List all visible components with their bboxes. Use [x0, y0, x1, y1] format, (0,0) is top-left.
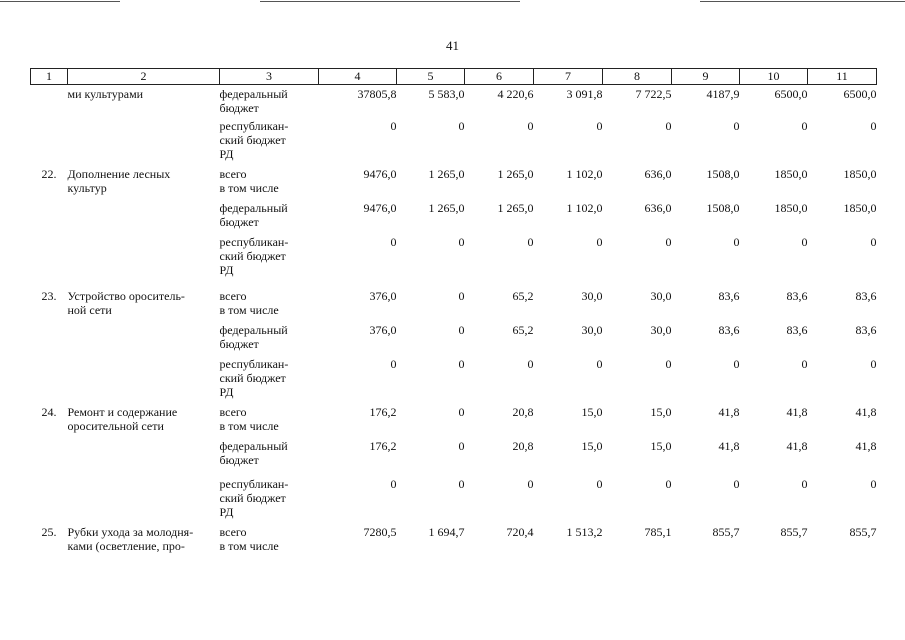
value-cell-col-11: 1850,0: [843, 200, 877, 215]
value-cell-col-7: 0: [596, 476, 603, 491]
row-number: 24.: [41, 404, 57, 419]
value-cell-col-11: 0: [870, 234, 877, 249]
value-cell-col-6: 65,2: [512, 322, 534, 337]
value-cell-col-8: 785,1: [644, 524, 672, 539]
value-cell-col-5: 0: [458, 404, 465, 419]
value-cell-col-11: 855,7: [849, 524, 877, 539]
activity-name: [68, 235, 220, 289]
value-cell-col-4: 0: [390, 356, 397, 371]
value-cell-col-8: 636,0: [644, 200, 672, 215]
value-cell-col-7: 0: [596, 356, 603, 371]
col-header-1: 1: [31, 69, 68, 85]
value-cell-col-5: 1 265,0: [428, 166, 465, 181]
col-header-6: 6: [465, 69, 534, 85]
value-cell-col-10: 6500,0: [774, 87, 808, 101]
col-header-8: 8: [603, 69, 672, 85]
value-cell-col-7: 0: [596, 118, 603, 133]
funding-source: всего в том числе: [219, 404, 279, 433]
row-number: [31, 477, 68, 525]
value-cell-col-9: 0: [733, 234, 740, 249]
row-number: [31, 119, 68, 167]
activity-name: [68, 357, 220, 405]
value-cell-col-10: 83,6: [786, 288, 808, 303]
value-cell-col-4: 37805,8: [357, 87, 397, 101]
value-cell-col-9: 41,8: [718, 438, 740, 453]
value-cell-col-4: 176,2: [369, 404, 397, 419]
value-cell-col-6: 65,2: [512, 288, 534, 303]
value-cell-col-11: 41,8: [855, 404, 877, 419]
row-number: [31, 235, 68, 289]
table-row: [31, 167, 877, 201]
value-cell-col-10: 1850,0: [774, 166, 808, 181]
funding-source: всего в том числе: [219, 166, 279, 195]
funding-source: федеральный бюджет: [219, 322, 288, 351]
value-cell-col-9: 0: [733, 118, 740, 133]
value-cell-col-10: 0: [801, 476, 808, 491]
value-cell-col-8: 15,0: [650, 404, 672, 419]
value-cell-col-11: 0: [870, 476, 877, 491]
value-cell-col-6: 1 265,0: [497, 166, 534, 181]
value-cell-col-8: 30,0: [650, 288, 672, 303]
value-cell-col-11: 83,6: [855, 322, 877, 337]
table-row: [31, 357, 877, 405]
value-cell-col-8: 15,0: [650, 438, 672, 453]
activity-name: Устройство ороситель- ной сети: [67, 288, 185, 317]
activity-name: [68, 119, 220, 167]
value-cell-col-11: 41,8: [855, 438, 877, 453]
funding-source: федеральный бюджет: [219, 87, 288, 115]
value-cell-col-5: 0: [458, 438, 465, 453]
value-cell-col-10: 41,8: [786, 438, 808, 453]
funding-source: всего в том числе: [219, 288, 279, 317]
activity-name: [68, 439, 220, 477]
table-row: [31, 289, 877, 323]
table-row: [31, 119, 877, 167]
scan-edge-line-mid: [260, 1, 520, 2]
table-row: [31, 235, 877, 289]
value-cell-col-10: 41,8: [786, 404, 808, 419]
value-cell-col-4: 7280,5: [363, 524, 397, 539]
col-header-11: 11: [808, 69, 877, 85]
value-cell-col-7: 1 513,2: [566, 524, 603, 539]
table-row: [31, 201, 877, 235]
value-cell-col-7: 1 102,0: [566, 166, 603, 181]
value-cell-col-11: 83,6: [855, 288, 877, 303]
value-cell-col-9: 4187,9: [706, 87, 740, 101]
funding-source: всего в том числе: [219, 524, 279, 553]
column-number-header: [31, 69, 877, 85]
value-cell-col-5: 0: [458, 234, 465, 249]
table-row: [31, 525, 877, 565]
table-row: [31, 477, 877, 525]
value-cell-col-4: 0: [390, 476, 397, 491]
value-cell-col-11: 1850,0: [843, 166, 877, 181]
value-cell-col-8: 0: [665, 118, 672, 133]
row-number: [31, 439, 68, 477]
table-row: [31, 439, 877, 477]
activity-name: [68, 201, 220, 235]
value-cell-col-7: 15,0: [581, 404, 603, 419]
value-cell-col-9: 83,6: [718, 288, 740, 303]
page-number: 41: [446, 38, 459, 53]
value-cell-col-5: 1 265,0: [428, 200, 465, 215]
value-cell-col-9: 41,8: [718, 404, 740, 419]
value-cell-col-8: 0: [665, 234, 672, 249]
value-cell-col-6: 4 220,6: [497, 87, 534, 101]
value-cell-col-5: 0: [458, 322, 465, 337]
value-cell-col-10: 855,7: [780, 524, 808, 539]
value-cell-col-7: 0: [596, 234, 603, 249]
value-cell-col-4: 376,0: [369, 288, 397, 303]
activity-name: Дополнение лесных культур: [67, 166, 171, 195]
row-number: 22.: [41, 166, 57, 181]
activity-name: Рубки ухода за молодня- ками (осветление, про-: [67, 524, 194, 553]
value-cell-col-8: 7 722,5: [635, 87, 672, 101]
activity-name: ми культурами: [67, 87, 144, 101]
funding-source: республикан- ский бюджет РД: [219, 356, 289, 399]
row-number: [31, 85, 68, 119]
col-header-3: 3: [220, 69, 319, 85]
value-cell-col-10: 83,6: [786, 322, 808, 337]
value-cell-col-11: 0: [870, 118, 877, 133]
table-row: [31, 405, 877, 439]
value-cell-col-4: 0: [390, 118, 397, 133]
value-cell-col-10: 0: [801, 356, 808, 371]
value-cell-col-8: 0: [665, 476, 672, 491]
value-cell-col-9: 0: [733, 476, 740, 491]
value-cell-col-6: 1 265,0: [497, 200, 534, 215]
value-cell-col-5: 0: [458, 118, 465, 133]
value-cell-col-9: 1508,0: [706, 166, 740, 181]
funding-source: республикан- ский бюджет РД: [219, 476, 289, 519]
col-header-2: 2: [68, 69, 220, 85]
value-cell-col-6: 0: [527, 356, 534, 371]
value-cell-col-6: 0: [527, 118, 534, 133]
col-header-9: 9: [672, 69, 740, 85]
row-number: [31, 323, 68, 357]
value-cell-col-4: 0: [390, 234, 397, 249]
value-cell-col-8: 636,0: [644, 166, 672, 181]
value-cell-col-9: 1508,0: [706, 200, 740, 215]
row-number: [31, 357, 68, 405]
budget-table: [30, 68, 877, 565]
table-row: [31, 85, 877, 119]
value-cell-col-7: 30,0: [581, 322, 603, 337]
scan-edge-line-right: [700, 1, 905, 2]
value-cell-col-7: 15,0: [581, 438, 603, 453]
funding-source: республикан- ский бюджет РД: [219, 234, 289, 277]
value-cell-col-4: 9476,0: [363, 166, 397, 181]
table-body: [31, 85, 877, 565]
row-number: 25.: [41, 524, 57, 539]
activity-name: [68, 477, 220, 525]
value-cell-col-5: 0: [458, 288, 465, 303]
value-cell-col-11: 0: [870, 356, 877, 371]
value-cell-col-10: 1850,0: [774, 200, 808, 215]
value-cell-col-7: 30,0: [581, 288, 603, 303]
col-header-7: 7: [534, 69, 603, 85]
col-header-10: 10: [740, 69, 808, 85]
value-cell-col-9: 0: [733, 356, 740, 371]
value-cell-col-8: 30,0: [650, 322, 672, 337]
value-cell-col-5: 1 694,7: [428, 524, 465, 539]
value-cell-col-6: 20,8: [512, 404, 534, 419]
funding-source: республикан- ский бюджет РД: [219, 118, 289, 161]
value-cell-col-9: 855,7: [712, 524, 740, 539]
funding-source: федеральный бюджет: [219, 200, 288, 229]
activity-name: Ремонт и содержание оросительной сети: [67, 404, 178, 433]
value-cell-col-7: 3 091,8: [566, 87, 603, 101]
value-cell-col-6: 720,4: [506, 524, 534, 539]
value-cell-col-4: 176,2: [369, 438, 397, 453]
value-cell-col-6: 0: [527, 234, 534, 249]
table-row: [31, 323, 877, 357]
activity-name: [68, 323, 220, 357]
value-cell-col-7: 1 102,0: [566, 200, 603, 215]
value-cell-col-4: 376,0: [369, 322, 397, 337]
value-cell-col-5: 5 583,0: [428, 87, 465, 101]
value-cell-col-5: 0: [458, 476, 465, 491]
col-header-5: 5: [397, 69, 465, 85]
value-cell-col-8: 0: [665, 356, 672, 371]
value-cell-col-5: 0: [458, 356, 465, 371]
value-cell-col-4: 9476,0: [363, 200, 397, 215]
col-header-4: 4: [319, 69, 397, 85]
value-cell-col-6: 20,8: [512, 438, 534, 453]
value-cell-col-9: 83,6: [718, 322, 740, 337]
row-number: [31, 201, 68, 235]
value-cell-col-10: 0: [801, 118, 808, 133]
value-cell-col-10: 0: [801, 234, 808, 249]
row-number: 23.: [41, 288, 57, 303]
value-cell-col-11: 6500,0: [843, 87, 877, 101]
funding-source: федеральный бюджет: [219, 438, 288, 467]
value-cell-col-6: 0: [527, 476, 534, 491]
scan-edge-line-left: [0, 1, 120, 2]
